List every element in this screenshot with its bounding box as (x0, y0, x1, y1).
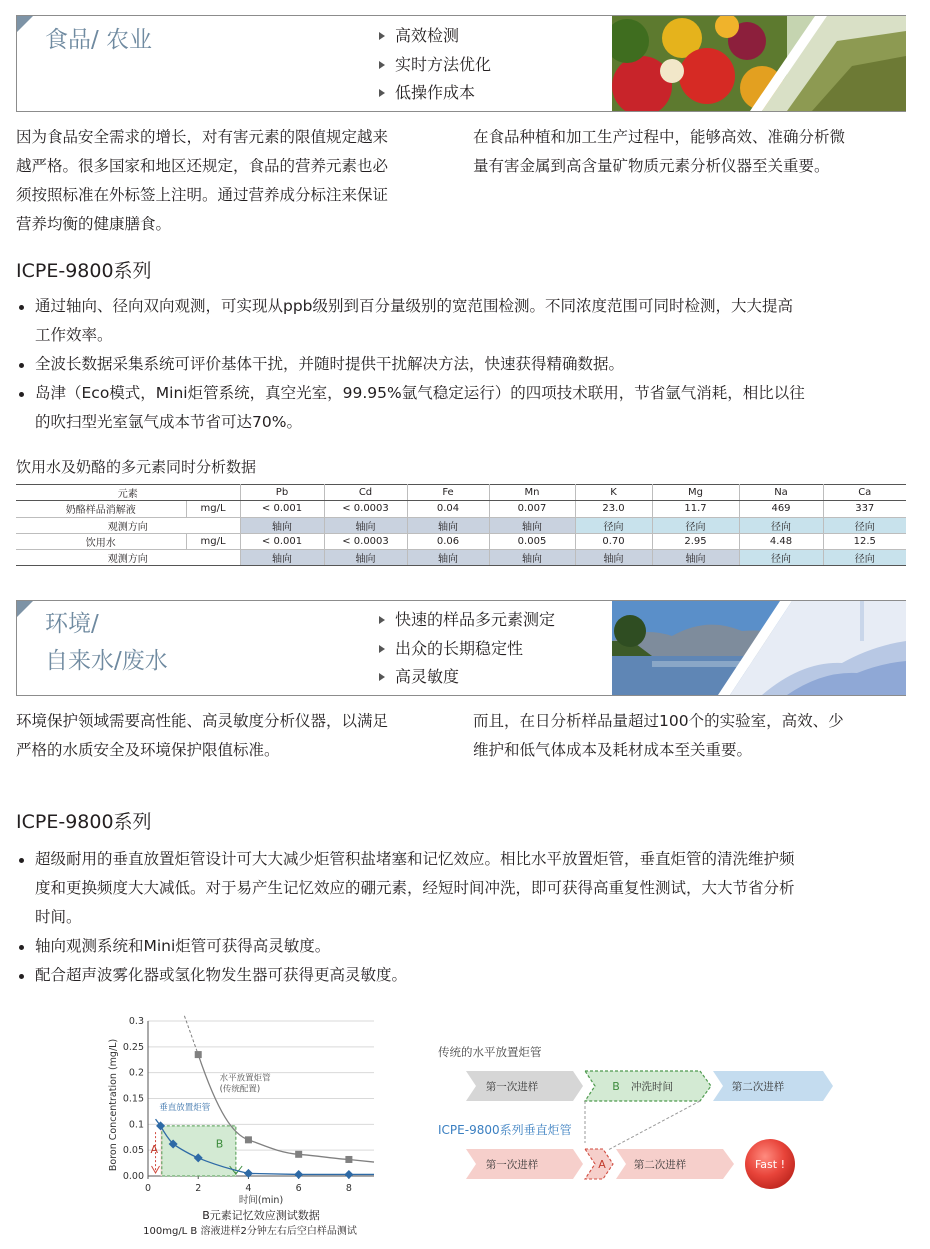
icpe-torch-label: ICPE-9800系列垂直炬管 (438, 1123, 572, 1137)
list-item: 配合超声波雾化器或氢化物发生器可获得更高灵敏度。 (16, 961, 908, 990)
banner-feature-list (377, 606, 555, 692)
table-cell: 轴向 (407, 517, 489, 533)
y-tick-label: 0.3 (128, 1016, 144, 1027)
table-cell: mg/L (186, 533, 240, 549)
bullet-dot-icon (19, 858, 24, 863)
banner-feature-item: 低操作成本 (377, 79, 491, 108)
boron-memory-chart (90, 1005, 390, 1245)
y-tick-label: 0.00 (122, 1171, 144, 1182)
table-row (16, 501, 906, 517)
banner-corner-triangle (17, 16, 33, 32)
vertical-series-label: 垂直放置炬管 (159, 1102, 211, 1113)
list-item: 通过轴向、径向双向观测，可实现从ppb级别到百分量级别的宽范围检测。不同浓度范围可同时检测，大大提高 工作效率。 (16, 292, 908, 350)
table-row (16, 517, 906, 533)
food-series-bullets (16, 292, 908, 437)
y-tick-label: 0.2 (128, 1067, 144, 1079)
horizontal-data-point (345, 1156, 352, 1163)
horizontal-data-point (245, 1136, 252, 1143)
triangle-bullet-icon (379, 616, 385, 624)
list-item: 轴向观测系统和Mini炬管可获得高灵敏度。 (16, 932, 908, 961)
region-a-label: A (150, 1142, 159, 1156)
bullet-dot-icon (19, 945, 24, 950)
horizontal-data-point (295, 1151, 302, 1158)
table-cell: 0.06 (407, 533, 489, 549)
table-cell: 0.007 (489, 501, 575, 517)
table-cell: 0.04 (407, 501, 489, 517)
banner-feature-item: 出众的长期稳定性 (377, 635, 555, 664)
food-agriculture-banner (16, 15, 906, 112)
multi-element-table (16, 484, 906, 566)
x-tick-label: 0 (144, 1183, 152, 1194)
fast-badge (745, 1139, 795, 1189)
icpe-step-second (616, 1149, 734, 1179)
banner-feature-item: 高效检测 (377, 22, 491, 51)
horizontal-series-dashed (184, 1016, 198, 1055)
region-b-label: B (215, 1137, 224, 1151)
bullet-dot-icon (19, 392, 24, 397)
table-cell: < 0.001 (240, 501, 324, 517)
lake-water-photo (612, 601, 906, 695)
table-cell: 0.70 (575, 533, 652, 549)
banner-feature-item: 高灵敏度 (377, 663, 555, 692)
table-cell: 轴向 (489, 550, 575, 566)
table-cell: 2.95 (652, 533, 739, 549)
table-cell: mg/L (186, 501, 240, 517)
table-cell: 径向 (823, 517, 906, 533)
table-cell: < 0.0003 (324, 533, 407, 549)
chart-subtitle: 100mg/L B 溶液进样2分钟左右后空白样品测试 (143, 1226, 357, 1237)
banner-feature-item: 实时方法优化 (377, 51, 491, 80)
banner-feature-list (377, 22, 491, 108)
table-row (16, 550, 906, 566)
food-intro-right: 在食品种植和加工生产过程中，能够高效、准确分析微 量有害金属到高含量矿物质元素分析仪器至关重要。 (473, 128, 846, 175)
triangle-bullet-icon (379, 673, 385, 681)
injection-flow-diagram (430, 1035, 870, 1205)
table-cell: 径向 (739, 550, 823, 566)
y-tick-label: 0.05 (122, 1145, 144, 1157)
table-header-cell: 元素 (16, 485, 240, 501)
table-cell: 11.7 (652, 501, 739, 517)
traditional-step-rinse (585, 1071, 711, 1101)
table-header-cell: Pb (240, 485, 324, 501)
banner-title: 食品/ 农业 (45, 27, 153, 53)
list-item: 岛津（Eco模式，Mini炬管系统，真空光室，99.95%氩气稳定运行）的四项技术联用，节省氩气消耗，相比以往 的吹扫型光室氩气成本节省可达70%。 (16, 379, 908, 437)
step-label: 第二次进样 (633, 1159, 687, 1171)
step-label: 冲洗时间 (631, 1081, 673, 1093)
table-cell: 轴向 (407, 550, 489, 566)
x-tick-label: 2 (195, 1183, 202, 1194)
table-row (16, 533, 906, 549)
table-header-cell: Cd (324, 485, 407, 501)
table-caption: 饮用水及奶酪的多元素同时分析数据 (16, 458, 257, 476)
traditional-step-first (466, 1071, 583, 1101)
horizontal-data-point (195, 1051, 202, 1058)
table-cell: 饮用水 (16, 533, 186, 549)
table-cell: 径向 (823, 550, 906, 566)
series-title-2: ICPE-9800系列 (16, 811, 152, 833)
triangle-bullet-icon (379, 32, 385, 40)
step-label: 第二次进样 (731, 1081, 785, 1093)
environment-intro-left: 环境保护领域需要高性能、高灵敏度分析仪器，以满足 严格的水质安全及环境保护限值标准。 (16, 712, 389, 759)
fast-label: Fast ! (754, 1158, 786, 1171)
table-cell: 0.005 (489, 533, 575, 549)
icpe-step-rinse (585, 1149, 613, 1179)
table-cell: 轴向 (489, 517, 575, 533)
table-header-cell: Fe (407, 485, 489, 501)
bullet-dot-icon (19, 363, 24, 368)
table-cell: 轴向 (240, 517, 324, 533)
table-cell: 轴向 (324, 550, 407, 566)
step-label: 第一次进样 (485, 1159, 539, 1171)
x-tick-label: 8 (345, 1183, 352, 1194)
table-header-cell: Na (739, 485, 823, 501)
table-header-cell: Ca (823, 485, 906, 501)
table-header-row (16, 485, 906, 501)
table-header-cell: K (575, 485, 652, 501)
traditional-torch-label: 传统的水平放置炬管 (438, 1045, 542, 1059)
table-cell: < 0.001 (240, 533, 324, 549)
y-tick-label: 0.1 (128, 1119, 144, 1131)
icpe-step-first (466, 1149, 583, 1179)
rinse-letter: A (598, 1158, 606, 1171)
vegetables-rice-photo (612, 16, 906, 111)
triangle-bullet-icon (379, 645, 385, 653)
vertical-data-point (294, 1170, 303, 1179)
table-cell: 4.48 (739, 533, 823, 549)
environment-series-bullets (16, 845, 908, 990)
table-cell: 337 (823, 501, 906, 517)
horizontal-series-label: 水平放置炬管 (219, 1073, 271, 1084)
table-cell: 23.0 (575, 501, 652, 517)
environment-intro-right: 而且，在日分析样品量超过100个的实验室，高效、少 维护和低气体成本及耗材成本至关重要。 (473, 712, 844, 759)
environment-banner (16, 600, 906, 696)
banner-feature-item: 快速的样品多元素测定 (377, 606, 555, 635)
list-item: 全波长数据采集系统可评价基体干扰，并随时提供干扰解决方法，快速获得精确数据。 (16, 350, 908, 379)
table-cell: 轴向 (575, 550, 652, 566)
y-axis-label: Boron Concentration (mg/L) (108, 1038, 119, 1172)
y-tick-label: 0.25 (122, 1041, 144, 1053)
connector-dashed-line (608, 1101, 700, 1150)
banner-title-line-2: 自来水/废水 (45, 648, 168, 674)
bullet-dot-icon (19, 974, 24, 979)
bullet-dot-icon (19, 305, 24, 310)
x-tick-label: 6 (295, 1183, 302, 1194)
x-tick-label: 4 (245, 1183, 252, 1194)
table-header-cell: Mn (489, 485, 575, 501)
table-header-cell: Mg (652, 485, 739, 501)
table-cell: 观测方向 (16, 517, 240, 533)
table-cell: 奶酪样品消解液 (16, 501, 186, 517)
table-cell: 轴向 (652, 550, 739, 566)
rinse-letter: B (612, 1080, 620, 1093)
table-cell: 轴向 (240, 550, 324, 566)
table-cell: 观测方向 (16, 550, 240, 566)
banner-corner-triangle (17, 601, 33, 617)
series-title-1: ICPE-9800系列 (16, 260, 152, 282)
y-tick-label: 0.15 (122, 1093, 144, 1105)
vertical-data-point (244, 1169, 253, 1178)
x-axis-label: 时间(min) (238, 1195, 284, 1206)
table-cell: 轴向 (324, 517, 407, 533)
vertical-data-point (344, 1170, 353, 1179)
region-b (162, 1126, 236, 1176)
food-intro-left: 因为食品安全需求的增长，对有害元素的限值规定越来 越严格。很多国家和地区还规定，食品的营养元素也必 须按照标准在外标签上注明。通过营养成分标注来保证 营养均衡的健康膳食。 (16, 128, 389, 233)
table-cell: 径向 (739, 517, 823, 533)
banner-title-line-1: 环境/ (45, 611, 99, 637)
triangle-bullet-icon (379, 89, 385, 97)
table-cell: 12.5 (823, 533, 906, 549)
table-cell: 径向 (575, 517, 652, 533)
chart-title: B元素记忆效应测试数据 (202, 1209, 320, 1222)
table-cell: < 0.0003 (324, 501, 407, 517)
list-item: 超级耐用的垂直放置炬管设计可大大减少炬管积盐堵塞和记忆效应。相比水平放置炬管，垂直炬管的清洗维护频 度和更换频度大大减低。对于易产生记忆效应的硼元素，经短时间冲洗，即可获得高重复性测试，大大节省分析 时间。 (16, 845, 908, 932)
horizontal-series-label: (传统配置) (219, 1084, 261, 1095)
table-cell: 469 (739, 501, 823, 517)
step-label: 第一次进样 (485, 1081, 539, 1093)
table-cell: 径向 (652, 517, 739, 533)
triangle-bullet-icon (379, 61, 385, 69)
traditional-step-second (713, 1071, 833, 1101)
